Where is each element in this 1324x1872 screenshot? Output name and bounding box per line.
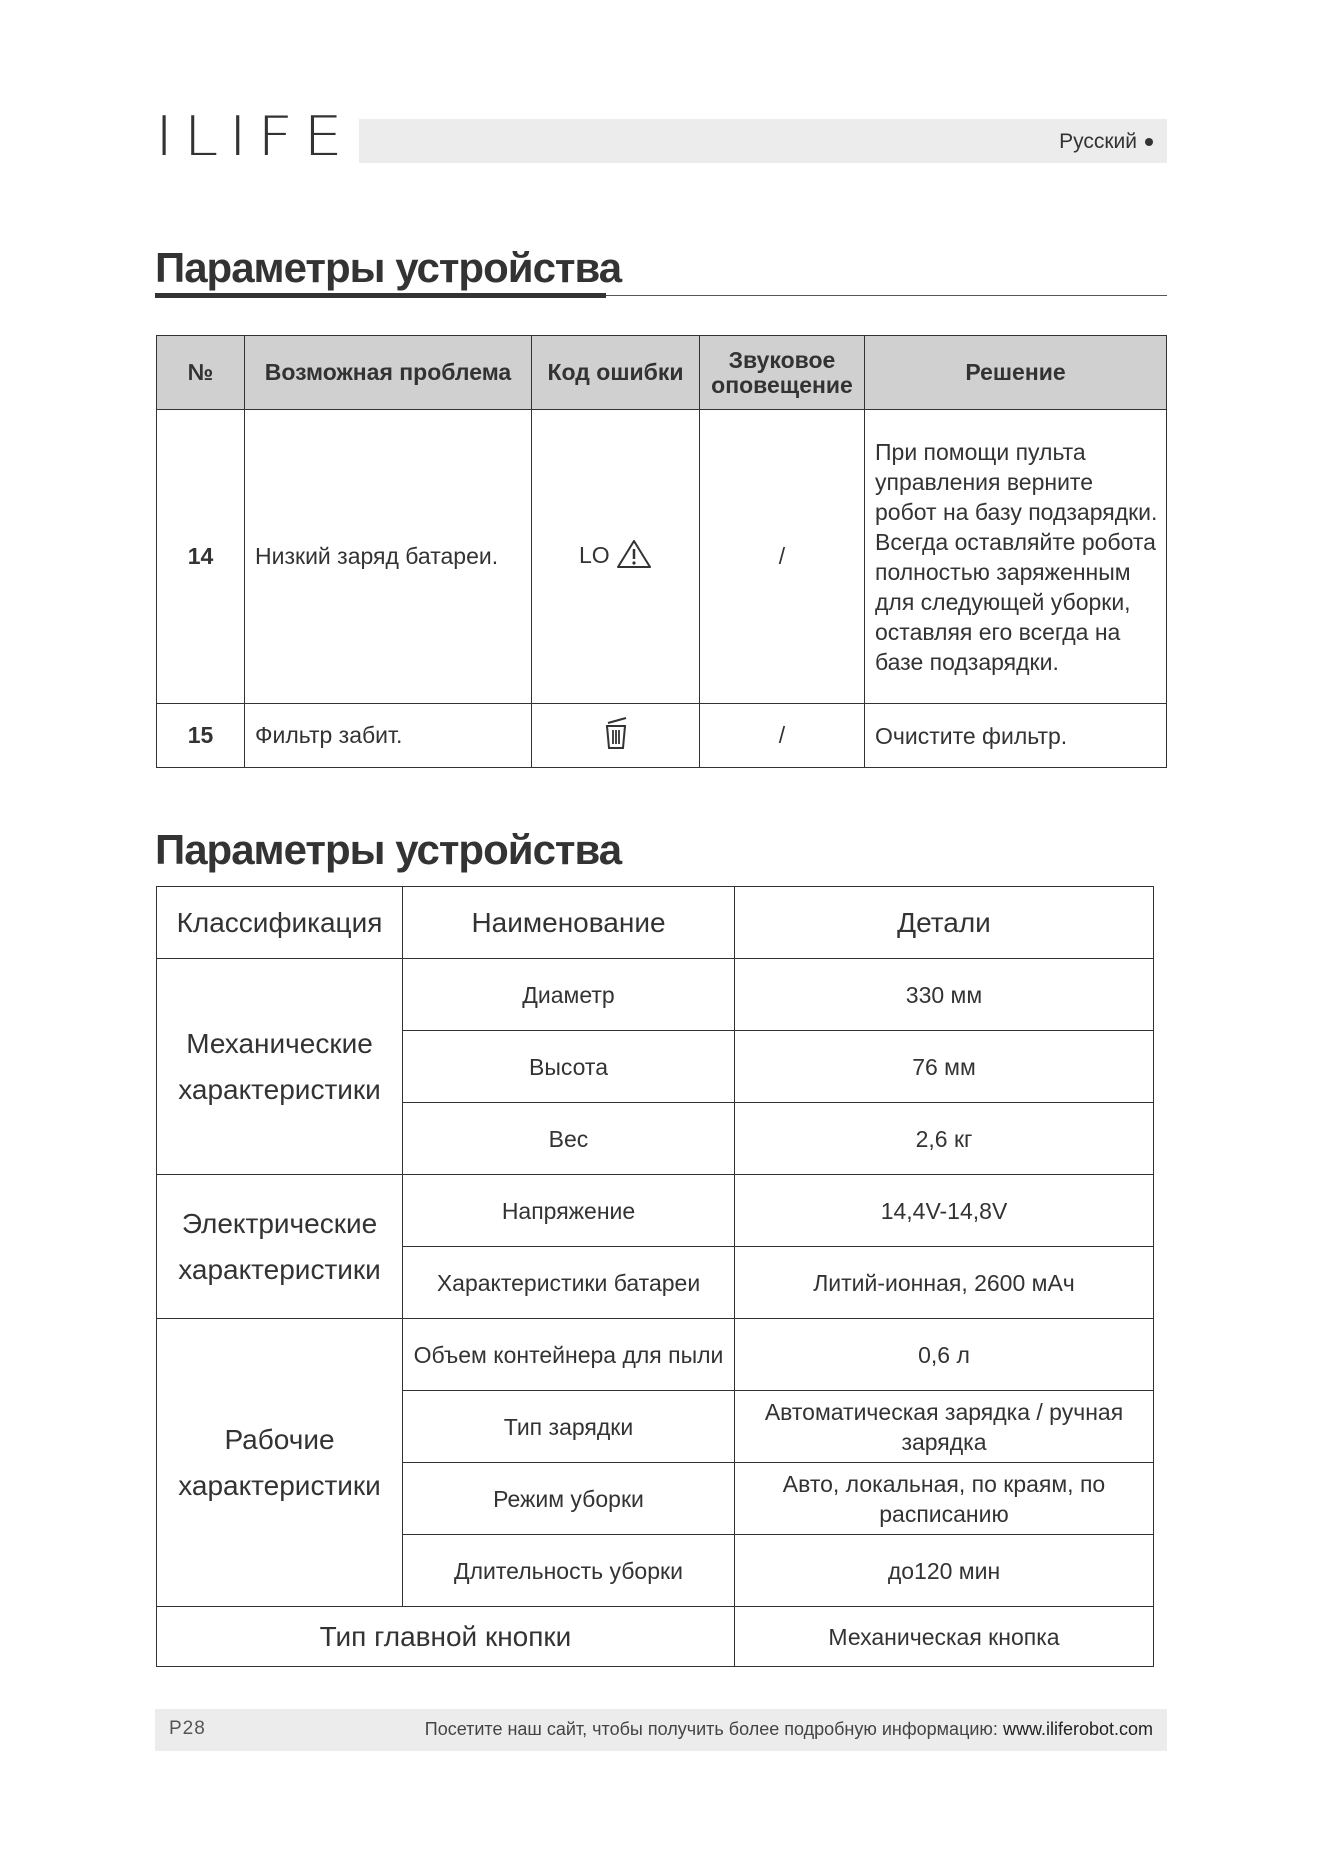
row-number: 15 [157,704,245,768]
warning-triangle-icon [616,539,652,575]
category-cell: Механические характеристики [157,959,403,1175]
detail-cell: Авто, локальная, по краям, по расписанию [735,1463,1154,1535]
detail-cell: Автоматическая зарядка / ручная зарядка [735,1391,1154,1463]
detail-cell: Механическая кнопка [735,1607,1154,1667]
section-title-specs: Параметры устройства [155,826,622,873]
website-link[interactable]: www.iliferobot.com [1002,1719,1153,1739]
table-row [157,1175,1154,1247]
detail-cell: до120 мин [735,1535,1154,1607]
main-button-label: Тип главной кнопки [157,1607,735,1667]
detail-cell: 0,6 л [735,1319,1154,1391]
name-cell: Вес [403,1103,735,1175]
table-row [157,1607,1154,1667]
name-cell: Диаметр [403,959,735,1031]
error-code-text: LO [578,541,610,568]
detail-cell: 330 мм [735,959,1154,1031]
error-table [156,335,1167,768]
column-header: Детали [735,887,1154,959]
name-cell: Напряжение [403,1175,735,1247]
name-cell: Характеристики батареи [403,1247,735,1319]
column-header: Код ошибки [532,336,700,410]
table-header-row [157,887,1154,959]
column-header: Классификация [157,887,403,959]
language-bar [359,119,1167,163]
category-cell: Электрические характеристики [157,1175,403,1319]
column-header: Наименование [403,887,735,959]
title-rule [606,295,1167,296]
section-title-errors: Параметры устройства [155,244,622,291]
detail-cell: Литий-ионная, 2600 мАч [735,1247,1154,1319]
spec-table [156,886,1154,1667]
name-cell: Тип зарядки [403,1391,735,1463]
name-cell: Объем контейнера для пыли [403,1319,735,1391]
name-cell: Длительность уборки [403,1535,735,1607]
table-row [157,704,1167,768]
problem-cell: Низкий заряд батареи. [245,410,532,704]
error-code-cell [532,704,700,768]
language-label: Русский [1059,130,1153,154]
detail-cell: 76 мм [735,1031,1154,1103]
bullet-icon [1145,138,1153,146]
problem-cell: Фильтр забит. [245,704,532,768]
trash-bin-icon [602,716,630,756]
table-row [157,1319,1154,1391]
title-underline [155,293,606,298]
column-header: Решение [865,336,1167,410]
name-cell: Высота [403,1031,735,1103]
solution-cell: При помощи пульта управления верните робот на базу подзарядки. Всегда оставляйте робота полностью заряженным для следующей уборки, оставляя его всегда на базе подзарядки. [865,410,1167,704]
category-cell: Рабочие характеристики [157,1319,403,1607]
solution-cell: Очистите фильтр. [865,704,1167,768]
detail-cell: 2,6 кг [735,1103,1154,1175]
footer-text: Посетите наш сайт, чтобы получить более подробную информацию: www.iliferobot.com [424,1719,1153,1739]
detail-cell: 14,4V-14,8V [735,1175,1154,1247]
column-header: Звуковое оповещение [700,336,865,410]
table-row [157,959,1154,1031]
error-code-cell [532,410,700,704]
sound-cell: / [700,410,865,704]
page-number: P28 [169,1718,206,1739]
column-header: Возможная проблема [245,336,532,410]
name-cell: Режим уборки [403,1463,735,1535]
sound-cell: / [700,704,865,768]
row-number: 14 [157,410,245,704]
ilife-logo: ILIFE [155,105,353,168]
column-header: № [157,336,245,410]
table-row [157,410,1167,704]
table-header-row [157,336,1167,410]
footer [155,1709,1167,1751]
